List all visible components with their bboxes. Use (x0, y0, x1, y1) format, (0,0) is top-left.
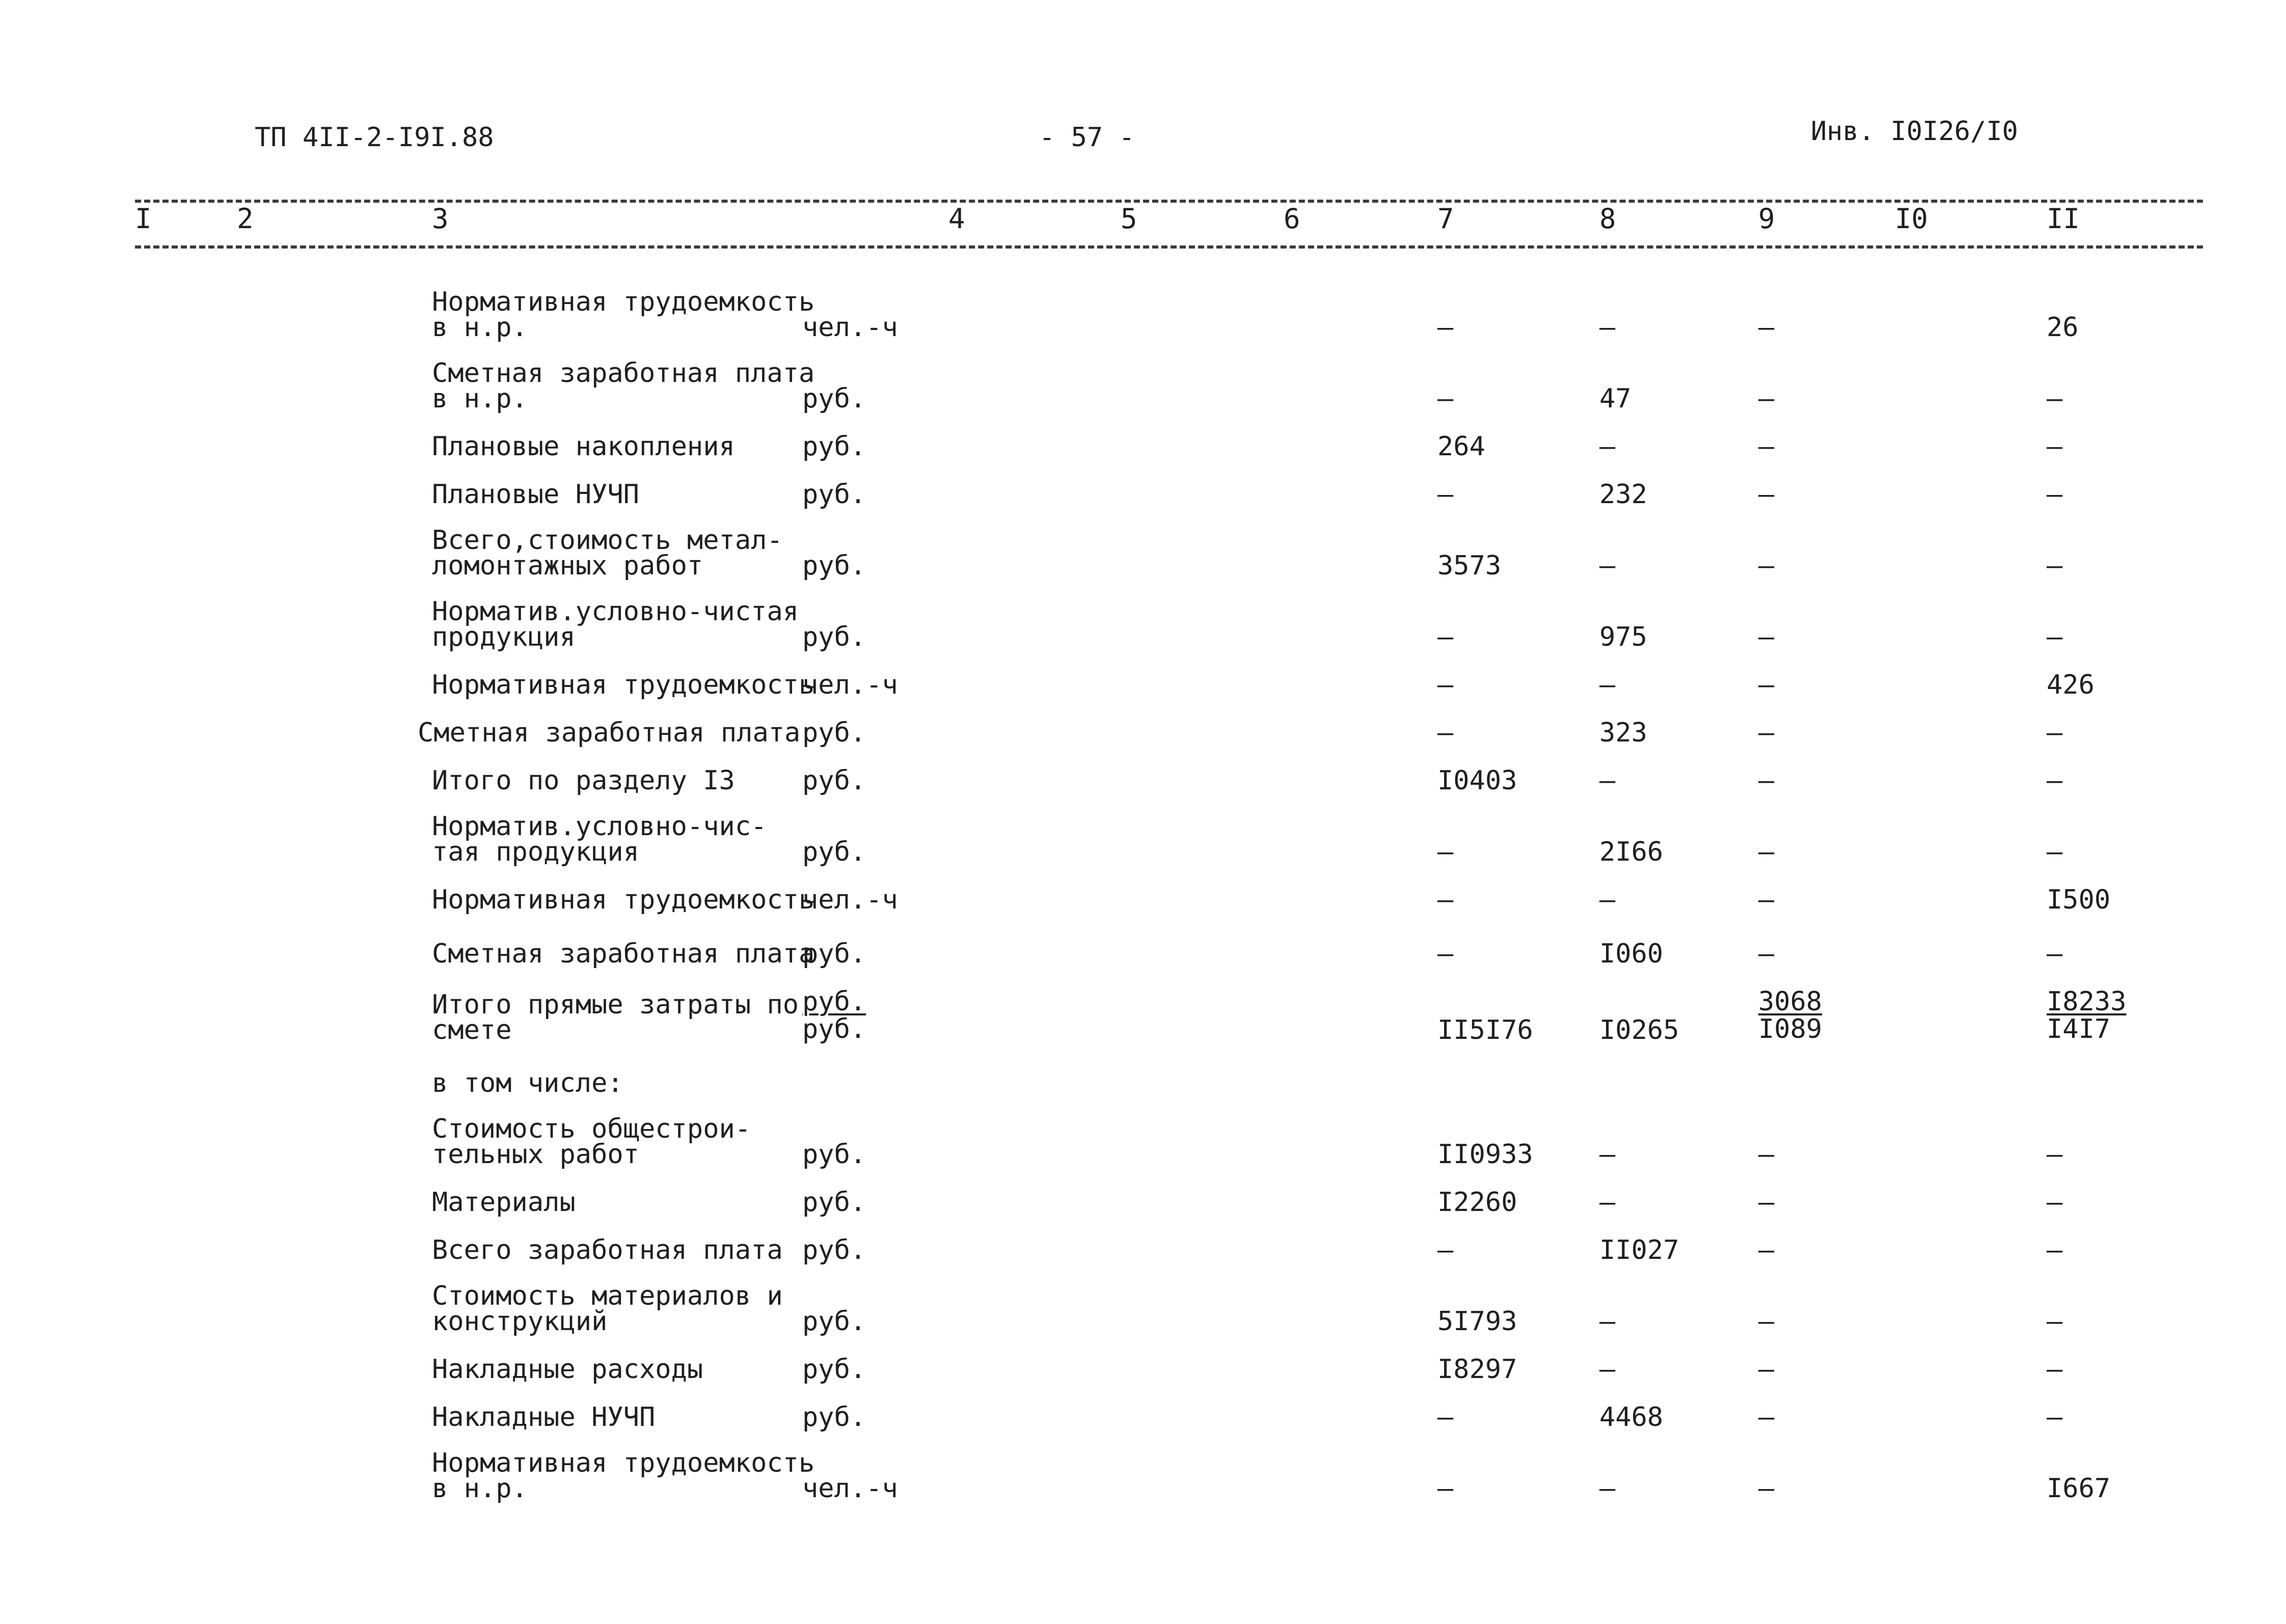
col-11-value: – (2047, 765, 2063, 796)
col-11-value: – (2047, 939, 2063, 969)
table-row (0, 1263, 2286, 1337)
col-8-value: 47 (1599, 383, 1631, 414)
table-row (0, 967, 2286, 1043)
table-row (0, 275, 2286, 343)
col-7-value: 5I793 (1437, 1306, 1517, 1337)
col-7-value: – (1437, 622, 1454, 652)
row-name: в том числе: (432, 1068, 623, 1098)
row-unit: руб. (802, 431, 866, 462)
row-name: Материалы (432, 1187, 576, 1218)
column-number: 9 (1758, 203, 1775, 235)
col-7-value: – (1437, 1473, 1454, 1504)
table-row (0, 698, 2286, 746)
row-unit: руб. (802, 1139, 866, 1170)
col-7-value: – (1437, 479, 1454, 510)
inventory-number: Инв. I0I26/I0 (1811, 116, 2018, 147)
row-unit: руб. (802, 1402, 866, 1433)
col-11-value: 426 (2047, 670, 2094, 700)
table-row (0, 913, 2286, 967)
row-name: Накладные расходы (432, 1354, 703, 1385)
row-unit: руб. (802, 622, 866, 652)
row-name: Итого прямые затраты по смете (432, 989, 799, 1045)
col-9-value: – (1758, 1306, 1775, 1337)
col-11-value: 26 (2047, 312, 2079, 343)
col-7-value: II5I76 (1437, 1015, 1533, 1045)
col-7-value: 3573 (1437, 550, 1502, 581)
table-row (0, 865, 2286, 913)
col-8-value: – (1599, 1473, 1616, 1504)
col-9-value: – (1758, 312, 1775, 343)
table-row (0, 1382, 2286, 1433)
col-9-value: – (1758, 765, 1775, 796)
col-8-value: 323 (1599, 718, 1647, 748)
col-9-fraction-numerator: 3068 (1758, 986, 1822, 1017)
col-7-value: I0403 (1437, 765, 1517, 796)
col-11-fraction-denominator: I4I7 (2047, 1014, 2111, 1044)
col-8-value: – (1599, 670, 1616, 700)
column-number: 7 (1437, 203, 1454, 235)
col-9-value: – (1758, 550, 1775, 581)
row-name: Нормативная трудоемкость (432, 885, 815, 915)
row-name: Нормативная трудоемкость в н.р. (432, 1448, 815, 1504)
col-7-value: – (1437, 383, 1454, 414)
row-unit: чел.-ч (802, 1473, 898, 1504)
col-7-value: I8297 (1437, 1354, 1517, 1385)
col-7-value: – (1437, 837, 1454, 867)
col-9-value: – (1758, 1473, 1775, 1504)
col-9-value: – (1758, 1402, 1775, 1433)
col-9-value: – (1758, 431, 1775, 462)
col-8-value: – (1599, 885, 1616, 915)
col-8-value: 232 (1599, 479, 1647, 510)
row-unit: руб. (802, 1235, 866, 1265)
col-7-value: – (1437, 670, 1454, 700)
col-7-value: I2260 (1437, 1187, 1517, 1218)
table-row (0, 1096, 2286, 1170)
row-name: Стоимость общестрои- тельных работ (432, 1114, 751, 1170)
row-unit: руб. (802, 718, 866, 748)
row-name: Нормативная трудоемкость в н.р. (432, 287, 815, 343)
col-8-value: II027 (1599, 1235, 1679, 1265)
table-row (0, 1167, 2286, 1218)
col-11-value: – (2047, 479, 2063, 510)
col-11-value: – (2047, 383, 2063, 414)
col-7-value: – (1437, 1235, 1454, 1265)
table-row (0, 340, 2286, 414)
row-name: Накладные НУЧП (432, 1402, 656, 1433)
table-row (0, 1334, 2286, 1385)
section-label-row (0, 1043, 2286, 1096)
table-row (0, 746, 2286, 796)
col-11-fraction-numerator: I8233 (2047, 986, 2127, 1017)
col-7-value: – (1437, 885, 1454, 915)
col-8-value: I060 (1599, 939, 1664, 969)
col-11-fraction (2047, 988, 2127, 1043)
row-name: Сметная заработная плата (418, 718, 801, 748)
col-8-value: 4468 (1599, 1402, 1664, 1433)
col-9-value: – (1758, 1354, 1775, 1385)
col-8-value: – (1599, 312, 1616, 343)
col-8-value: – (1599, 1354, 1616, 1385)
col-11-value: – (2047, 837, 2063, 867)
col-8-value: – (1599, 1306, 1616, 1337)
estimate-table-body (0, 275, 2286, 1504)
row-unit: руб. (802, 383, 866, 414)
col-11-value: I667 (2047, 1473, 2111, 1504)
col-7-value: 264 (1437, 431, 1485, 462)
row-unit: руб. (802, 550, 866, 581)
col-8-value: – (1599, 1139, 1616, 1170)
row-unit: руб. (802, 765, 866, 796)
col-9-value: – (1758, 1235, 1775, 1265)
table-row (0, 1215, 2286, 1263)
row-unit-fraction-denominator: руб. (802, 1014, 866, 1044)
row-unit: чел.-ч (802, 312, 898, 343)
column-number: 2 (237, 203, 254, 235)
col-9-value: – (1758, 718, 1775, 748)
col-9-value: – (1758, 383, 1775, 414)
col-7-value: – (1437, 939, 1454, 969)
row-name: Стоимость материалов и конструкций (432, 1281, 783, 1337)
table-row (0, 507, 2286, 579)
row-name: Сметная заработная плата в н.р. (432, 358, 815, 414)
column-number: 6 (1284, 203, 1300, 235)
col-9-fraction (1758, 988, 1822, 1043)
row-unit: чел.-ч (802, 670, 898, 700)
row-name: Итого по разделу I3 (432, 765, 735, 796)
row-unit: руб. (802, 1187, 866, 1218)
row-unit: чел.-ч (802, 885, 898, 915)
col-8-value: – (1599, 431, 1616, 462)
col-7-value: – (1437, 1402, 1454, 1433)
col-7-value: – (1437, 312, 1454, 343)
table-row (0, 579, 2286, 650)
col-8-value: 975 (1599, 622, 1647, 652)
col-8-value: 2I66 (1599, 837, 1664, 867)
table-row (0, 411, 2286, 462)
col-11-value: – (2047, 431, 2063, 462)
col-9-value: – (1758, 622, 1775, 652)
row-unit-fraction-numerator: руб. (802, 986, 866, 1017)
column-number: I0 (1895, 203, 1928, 235)
table-row (0, 1430, 2286, 1504)
header-rule-bottom (135, 245, 2203, 249)
col-9-value: – (1758, 670, 1775, 700)
row-unit: руб. (802, 939, 866, 969)
column-number: 8 (1599, 203, 1616, 235)
col-11-value: – (2047, 1354, 2063, 1385)
col-11-value: – (2047, 1235, 2063, 1265)
col-8-value: I0265 (1599, 1015, 1679, 1045)
row-name: Плановые накопления (432, 431, 735, 462)
col-11-value: – (2047, 1402, 2063, 1433)
row-name: Норматив.условно-чистая продукция (432, 596, 799, 652)
document-code: ТП 4II-2-I9I.88 (255, 122, 494, 153)
row-unit-fraction (802, 988, 866, 1043)
row-unit: руб. (802, 837, 866, 867)
col-9-value: – (1758, 885, 1775, 915)
row-name: Норматив.условно-чис- тая продукция (432, 811, 767, 867)
column-number: I (135, 203, 152, 235)
column-number: 5 (1121, 203, 1137, 235)
row-name: Всего заработная плата (432, 1235, 783, 1265)
col-8-value: – (1599, 765, 1616, 796)
col-9-fraction-denominator: I089 (1758, 1014, 1822, 1044)
col-8-value: – (1599, 550, 1616, 581)
row-name: Плановые НУЧП (432, 479, 639, 510)
row-unit: руб. (802, 479, 866, 510)
col-7-value: – (1437, 718, 1454, 748)
col-7-value: II0933 (1437, 1139, 1533, 1170)
page-number: - 57 - (1039, 122, 1135, 153)
row-name: Всего,стоимость метал- ломонтажных работ (432, 525, 783, 581)
col-9-value: – (1758, 479, 1775, 510)
col-11-value: – (2047, 550, 2063, 581)
col-11-value: – (2047, 1187, 2063, 1218)
table-row (0, 459, 2286, 510)
table-row (0, 650, 2286, 698)
column-number: 3 (432, 203, 449, 235)
col-8-value: – (1599, 1187, 1616, 1218)
col-9-value: – (1758, 939, 1775, 969)
row-name: Нормативная трудоемкость (432, 670, 815, 700)
col-11-value: – (2047, 622, 2063, 652)
row-unit: руб. (802, 1306, 866, 1337)
col-11-value: – (2047, 718, 2063, 748)
col-9-value: – (1758, 837, 1775, 867)
row-name: Сметная заработная плата (432, 939, 815, 969)
col-11-value: – (2047, 1306, 2063, 1337)
row-unit: руб. (802, 1354, 866, 1385)
table-row (0, 793, 2286, 865)
column-number: II (2047, 203, 2080, 235)
column-number: 4 (948, 203, 965, 235)
col-11-value: – (2047, 1139, 2063, 1170)
col-9-value: – (1758, 1187, 1775, 1218)
col-11-value: I500 (2047, 885, 2111, 915)
col-9-value: – (1758, 1139, 1775, 1170)
